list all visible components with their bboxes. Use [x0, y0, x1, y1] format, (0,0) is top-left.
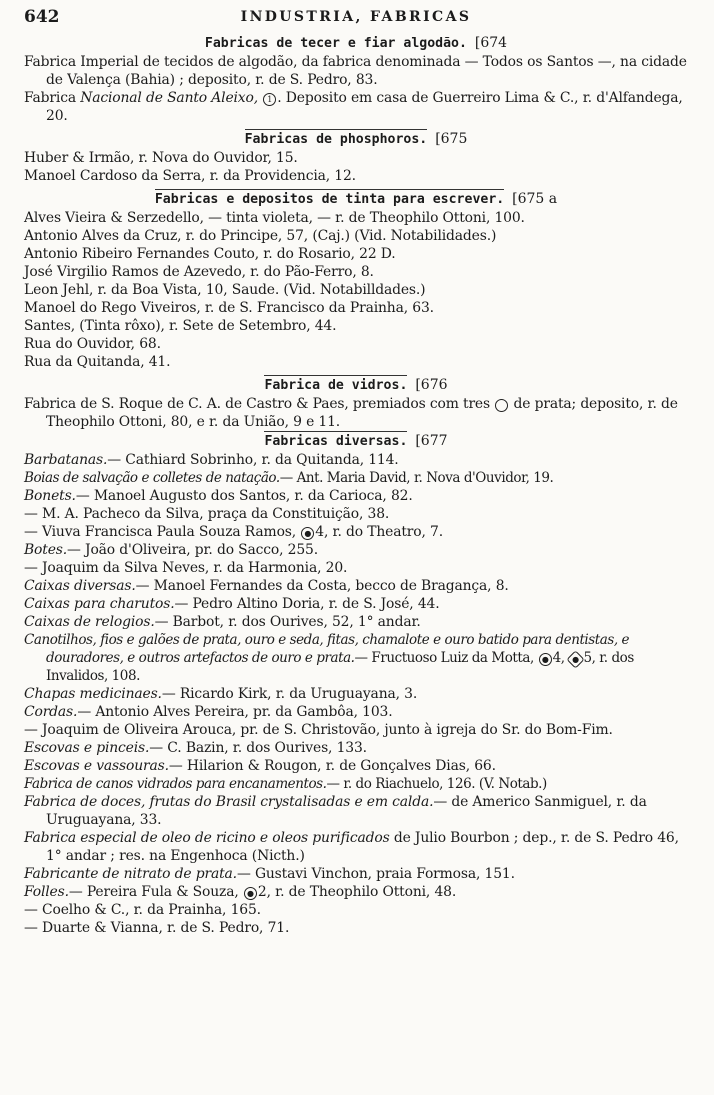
list-item: Fabrica de doces, frutas do Brasil crystalisadas e em calda.— de Americo Sanmiguel, r. da Uruguayana, 33.	[24, 794, 647, 828]
page-header	[24, 0, 688, 34]
list-item: Folles.— Pereira Fula & Souza, ● 2, r. de Theophilo Ottoni, 48.	[24, 884, 457, 900]
medal-icon: ●	[539, 653, 552, 666]
list-item: Caixas para charutos.— Pedro Altino Doria, r. de S. José, 44.	[24, 596, 440, 612]
running-title: INDUSTRIA, FABRICAS	[240, 9, 472, 25]
section-title-675a: Fabricas e depositos de tinta para escrever. [675 a	[154, 191, 558, 207]
list-item: Bonets.— Manoel Augusto dos Santos, r. da Carioca, 82.	[24, 488, 413, 504]
medal-icon	[495, 399, 508, 412]
list-item: Caixas de relogios.— Barbot, r. dos Ourives, 52, 1° andar.	[24, 614, 421, 630]
list-item: Caixas diversas.— Manoel Fernandes da Costa, becco de Bragança, 8.	[24, 578, 509, 594]
list-item: Boias de salvação e colletes de natação.— Ant. Maria David, r. Nova d'Ouvidor, 19.	[24, 470, 554, 486]
list-item: — Viuva Francisca Paula Souza Ramos, ● 4, r. do Theatro, 7.	[24, 524, 443, 540]
list-item: Manoel do Rego Viveiros, r. de S. Francisco da Prainha, 63.	[24, 300, 434, 316]
section-title-677: Fabricas diversas. [677	[264, 433, 448, 449]
section-title-675: Fabricas de phosphoros. [675	[244, 131, 468, 147]
medal-icon: ●	[244, 887, 257, 900]
medal-icon: ●	[301, 527, 314, 540]
list-item: Barbatanas.— Cathiard Sobrinho, r. da Quitanda, 114.	[24, 452, 399, 468]
medal-icon: 1	[263, 93, 276, 106]
medal-icon: ●	[567, 650, 585, 668]
list-item: Rua do Ouvidor, 68.	[24, 336, 161, 352]
list-item: José Virgilio Ramos de Azevedo, r. do Pão-Ferro, 8.	[24, 264, 374, 280]
list-item: Canotilhos, fios e galões de prata, ouro e seda, fitas, chamalote e ouro batido para dentistas, e douradores, e outros artefactos de ouro e prata.— Fructuoso Luiz da Motta, ● 4, ● 5, r. dos Invalidos, 108.	[24, 632, 634, 684]
list-item: Huber & Irmão, r. Nova do Ouvidor, 15.	[24, 150, 298, 166]
list-item: Botes.— João d'Oliveira, pr. do Sacco, 255.	[24, 542, 319, 558]
list-item: — Coelho & C., r. da Prainha, 165.	[24, 902, 261, 918]
list-item: Cordas.— Antonio Alves Pereira, pr. da Gambôa, 103.	[24, 704, 393, 720]
list-item: Fabrica de S. Roque de C. A. de Castro & Paes, premiados com tres de prata; deposito, r. de Theophilo Ottoni, 80, e r. da União, 9 e 11.	[24, 396, 678, 430]
list-item: — Duarte & Vianna, r. de S. Pedro, 71.	[24, 920, 290, 936]
list-item: Fabrica Imperial de tecidos de algodão, da fabrica denominada — Todos os Santos —, na cidade de Valença (Bahia) ; deposito, r. de S. Pedro, 83.	[24, 54, 687, 88]
list-item: Alves Vieira & Serzedello, — tinta violeta, — r. de Theophilo Ottoni, 100.	[24, 210, 525, 226]
list-item: — M. A. Pacheco da Silva, praça da Constituição, 38.	[24, 506, 390, 522]
list-item: Chapas medicinaes.— Ricardo Kirk, r. da Uruguayana, 3.	[24, 686, 418, 702]
section-title-676: Fabrica de vidros. [676	[264, 377, 448, 393]
list-item: — Joaquim de Oliveira Arouca, pr. de S. Christovão, junto à igreja do Sr. do Bom-Fim.	[24, 722, 613, 738]
list-item: Fabrica especial de oleo de ricino e oleos purificados de Julio Bourbon ; dep., r. de S. Pedro 46, 1° andar ; res. na Engenhoca (Nicth.)	[24, 830, 679, 864]
list-item: Fabrica de canos vidrados para encanamentos.— r. do Riachuelo, 126. (V. Notab.)	[24, 776, 547, 792]
page-number: 642	[24, 7, 60, 27]
list-item: Santes, (Tinta rôxo), r. Sete de Setembro, 44.	[24, 318, 337, 334]
list-item: Escovas e pinceis.— C. Bazin, r. dos Ourives, 133.	[24, 740, 367, 756]
list-item: Fabrica Nacional de Santo Aleixo, 1 . Deposito em casa de Guerreiro Lima & C., r. d'Alfandega, 20.	[24, 90, 683, 124]
section-title-674: Fabricas de tecer e fiar algodão. [674	[204, 35, 508, 51]
list-item: Rua da Quitanda, 41.	[24, 354, 171, 370]
list-item: Antonio Ribeiro Fernandes Couto, r. do Rosario, 22 D.	[24, 246, 396, 262]
list-item: Fabricante de nitrato de prata.— Gustavi Vinchon, praia Formosa, 151.	[24, 866, 515, 882]
list-item: Manoel Cardoso da Serra, r. da Providencia, 12.	[24, 168, 356, 184]
list-item: Leon Jehl, r. da Boa Vista, 10, Saude. (Vid. Notabilldades.)	[24, 282, 426, 298]
list-item: Escovas e vassouras.— Hilarion & Rougon, r. de Gonçalves Dias, 66.	[24, 758, 496, 774]
list-item: — Joaquim da Silva Neves, r. da Harmonia, 20.	[24, 560, 348, 576]
list-item: Antonio Alves da Cruz, r. do Principe, 57, (Caj.) (Vid. Notabilidades.)	[24, 228, 497, 244]
